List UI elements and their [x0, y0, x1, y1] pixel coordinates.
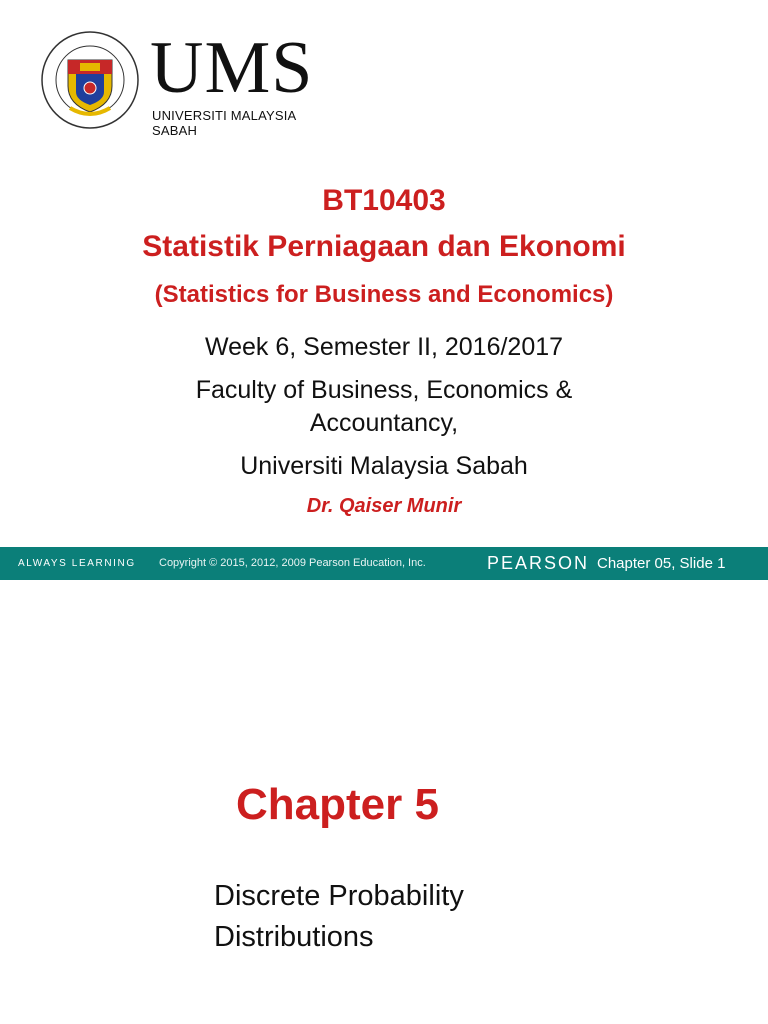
- chapter-subtitle-line-1: Discrete Probability: [214, 880, 464, 912]
- footer-copyright: Copyright © 2015, 2012, 2009 Pearson Education, Inc.: [159, 557, 426, 569]
- footer-tagline: ALWAYS LEARNING: [18, 558, 136, 569]
- pearson-logo: PEARSON: [487, 553, 590, 573]
- university-fullname: UNIVERSITI MALAYSIA SABAH: [152, 108, 296, 138]
- faculty-line-1: Faculty of Business, Economics &: [195, 376, 573, 404]
- university-crest-icon: [40, 30, 140, 130]
- pearson-footer-bar: [0, 547, 768, 580]
- course-code: BT10403: [322, 184, 446, 217]
- week-semester: Week 6, Semester II, 2016/2017: [204, 333, 564, 361]
- university-name: Universiti Malaysia Sabah: [240, 452, 528, 480]
- faculty-line-2: Accountancy,: [309, 409, 459, 437]
- faculty-name: [0, 374, 768, 440]
- course-title-malay: Statistik Perniagaan dan Ekonomi: [142, 230, 626, 263]
- chapter-subtitle: [214, 876, 614, 958]
- slide-reference: Chapter 05, Slide 1: [597, 555, 726, 572]
- lecturer-name: Dr. Qaiser Munir: [306, 495, 462, 517]
- chapter-title: Chapter 5: [236, 780, 439, 829]
- course-title-english: (Statistics for Business and Economics): [154, 281, 614, 308]
- ums-logo: [40, 27, 340, 138]
- chapter-subtitle-line-2: Distributions: [214, 921, 374, 953]
- chapter-slide: [0, 580, 768, 1024]
- ums-wordmark: UMS: [150, 27, 314, 109]
